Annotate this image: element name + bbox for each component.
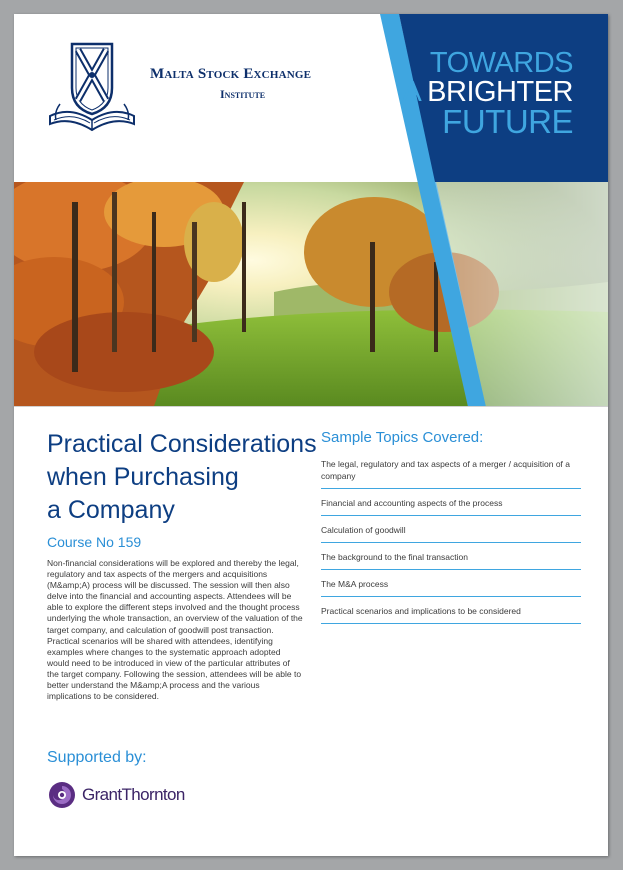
sponsor-name: GrantThornton <box>82 785 185 804</box>
institute-subtitle <box>220 87 265 102</box>
tagline-line-2-b: BRIGHTER <box>427 76 573 108</box>
tagline-line-3: FUTURE <box>442 103 573 140</box>
course-number: Course No 159 <box>47 534 142 550</box>
supported-by-label: Supported by: <box>47 749 147 766</box>
list-item: Calculation of goodwill <box>321 522 581 543</box>
course-title-line-3: a Company <box>47 496 175 524</box>
course-title <box>47 428 322 527</box>
course-description: Non-financial considerations will be explored and thereby the legal, regulatory and tax aspects of the mergers and acquisitions (M&amp;A) process will be discussed. The session will then also delve into the financial and accounting aspects. Attendees will be able to explore the different steps involved and the thought process underlying the whole transaction, an overview of the valuation of the target company, and calculation of goodwill post transaction. Practical scenarios will be shared with attendees, identifying examples where changes to the systematic approach adopted would need to be introduced in view of the particular attributes of the target company. Following the session, attendees will be able to better understand the M&amp;A process and the various implications to be considered. <box>47 558 303 702</box>
brochure-page <box>14 14 608 856</box>
crest-book-icon <box>46 40 138 134</box>
list-item: The background to the final transaction <box>321 549 581 570</box>
topics-heading: Sample Topics Covered: <box>321 429 484 446</box>
list-item: The legal, regulatory and tax aspects of a merger / acquisition of a company <box>321 456 581 489</box>
list-item: Practical scenarios and implications to be considered <box>321 603 581 624</box>
topics-list <box>321 456 581 630</box>
tagline-line-1: TOWARDS <box>429 47 573 79</box>
list-item: Financial and accounting aspects of the process <box>321 495 581 516</box>
grant-thornton-swirl-icon <box>48 781 76 809</box>
list-item: The M&A process <box>321 576 581 597</box>
course-title-line-1: Practical Considerations <box>47 430 317 458</box>
tagline <box>402 47 573 140</box>
institute-name <box>150 66 311 83</box>
tagline-line-2-a: A <box>402 76 420 108</box>
institute-subtitle-text: Institute <box>220 87 266 101</box>
course-title-line-2: when Purchasing <box>47 463 239 491</box>
institute-name-text: Malta Stock Exchange <box>150 66 312 82</box>
